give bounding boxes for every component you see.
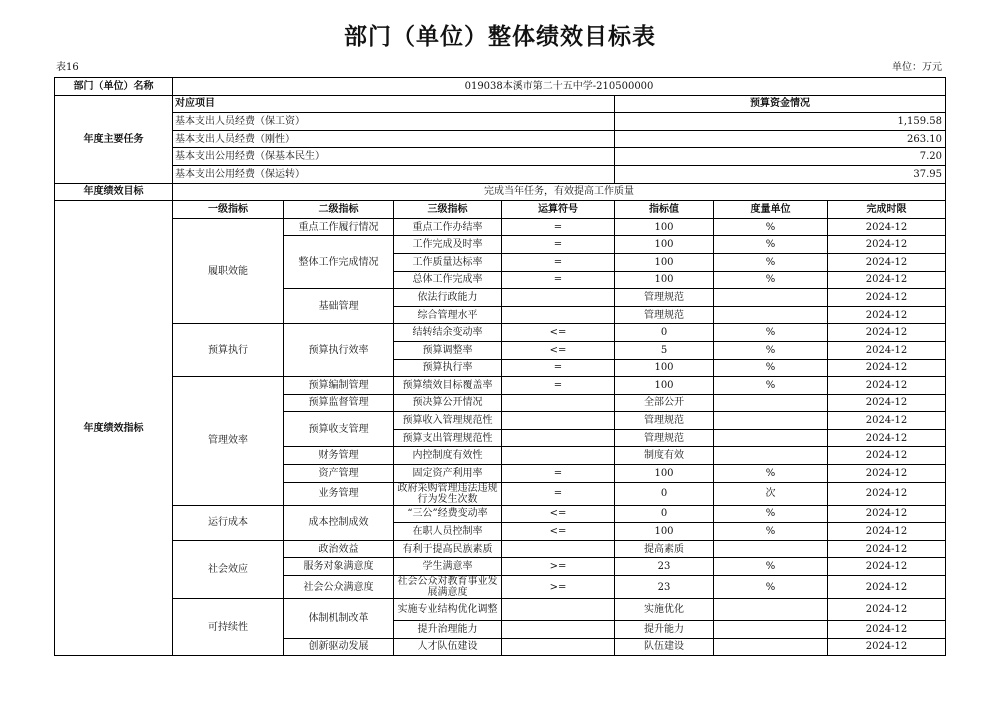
- page-title: 部门（单位）整体绩效目标表: [344, 24, 656, 50]
- task-row: 基本支出人员经费（保工资） 1,159.58: [55, 113, 946, 131]
- table-row: 可持续性 体制机制改革 实施专业结构优化调整 实施优化 2024-12: [55, 599, 946, 621]
- l1-cell: 运行成本: [173, 505, 284, 540]
- l2-cell: 重点工作履行情况: [284, 218, 394, 236]
- l2-cell: 服务对象满意度: [284, 558, 394, 576]
- l2-cell: 预算执行效率: [284, 324, 394, 377]
- table-row: 服务对象满意度 学生满意率 >= 23 % 2024-12: [55, 558, 946, 576]
- table-row: 管理效率 预算编制管理 预算绩效目标覆盖率 = 100 % 2024-12: [55, 377, 946, 395]
- task-row: 基本支出公用经费（保基本民生） 7.20: [55, 148, 946, 166]
- table-row: 资产管理 固定资产利用率 = 100 % 2024-12: [55, 465, 946, 483]
- table-row: 社会公众满意度 社会公众对教育事业发展满意度 >= 23 % 2024-12: [55, 576, 946, 599]
- table-row: 整体工作完成情况 工作完成及时率 = 100 % 2024-12: [55, 236, 946, 254]
- task-header-item: 对应项目: [173, 95, 615, 113]
- table-row: 社会效应 政治效益 有利于提高民族素质 提高素质 2024-12: [55, 540, 946, 558]
- dept-label: 部门（单位）名称: [55, 78, 173, 96]
- task-header-budget: 预算资金情况: [615, 95, 946, 113]
- table-row: 总体工作完成率 = 100 % 2024-12: [55, 271, 946, 289]
- header-unit: 度量单位: [714, 201, 828, 219]
- indicator-label: 年度绩效指标: [55, 201, 173, 656]
- table-row: 预算执行 预算执行效率 结转结余变动率 <= 0 % 2024-12: [55, 324, 946, 342]
- l2-cell: 资产管理: [284, 465, 394, 483]
- table-row: 运行成本 成本控制成效 “三公”经费变动率 <= 0 % 2024-12: [55, 505, 946, 523]
- l2-cell: 体制机制改革: [284, 599, 394, 639]
- table-row: 履职效能 重点工作履行情况 重点工作办结率 = 100 % 2024-12: [55, 218, 946, 236]
- table-row: 财务管理 内控制度有效性 制度有效 2024-12: [55, 447, 946, 465]
- l2-cell: 预算编制管理: [284, 377, 394, 395]
- l2-cell: 成本控制成效: [284, 505, 394, 540]
- l2-cell: 基础管理: [284, 289, 394, 324]
- table-row: 预算监督管理 预决算公开情况 全部公开 2024-12: [55, 394, 946, 412]
- table-row: 预算执行率 = 100 % 2024-12: [55, 359, 946, 377]
- task-row: 基本支出人员经费（刚性） 263.10: [55, 130, 946, 148]
- l1-cell: 预算执行: [173, 324, 284, 377]
- l1-cell: 管理效率: [173, 377, 284, 506]
- l2-cell: 整体工作完成情况: [284, 236, 394, 289]
- header-l2: 二级指标: [284, 201, 394, 219]
- l2-cell: 预算监督管理: [284, 394, 394, 412]
- header-value: 指标值: [615, 201, 714, 219]
- l2-cell: 预算收支管理: [284, 412, 394, 447]
- table-row: 预算调整率 <= 5 % 2024-12: [55, 341, 946, 359]
- table-row: 基础管理 依法行政能力 管理规范 2024-12: [55, 289, 946, 307]
- header-deadline: 完成时限: [828, 201, 946, 219]
- l2-cell: 业务管理: [284, 482, 394, 505]
- goal-label: 年度绩效目标: [55, 183, 173, 201]
- table-row: 业务管理 政府采购管理违法违规行为发生次数 = 0 次 2024-12: [55, 482, 946, 505]
- table-row: 预算支出管理规范性 管理规范 2024-12: [55, 429, 946, 447]
- table-row: 预算收支管理 预算收入管理规范性 管理规范 2024-12: [55, 412, 946, 430]
- l1-cell: 可持续性: [173, 599, 284, 656]
- l2-cell: 政治效益: [284, 540, 394, 558]
- task-row: 基本支出公用经费（保运转） 37.95: [55, 165, 946, 183]
- table-row: 在职人员控制率 <= 100 % 2024-12: [55, 523, 946, 541]
- l1-cell: 社会效应: [173, 540, 284, 598]
- l1-cell: 履职效能: [173, 218, 284, 324]
- performance-table: [54, 77, 946, 656]
- unit-label: 单位：万元: [892, 62, 942, 73]
- l2-cell: 社会公众满意度: [284, 576, 394, 599]
- table-row: 工作质量达标率 = 100 % 2024-12: [55, 253, 946, 271]
- header-l1: 一级指标: [173, 201, 284, 219]
- table-number: 表16: [56, 62, 79, 73]
- header-operator: 运算符号: [502, 201, 615, 219]
- table-row: 创新驱动发展 人才队伍建设 队伍建设 2024-12: [55, 638, 946, 656]
- header-l3: 三级指标: [394, 201, 502, 219]
- table-row: 提升治理能力 提升能力 2024-12: [55, 621, 946, 639]
- l2-cell: 财务管理: [284, 447, 394, 465]
- table-row: 综合管理水平 管理规范 2024-12: [55, 306, 946, 324]
- dept-value: 019038本溪市第二十五中学-210500000: [173, 78, 946, 96]
- task-label: 年度主要任务: [55, 95, 173, 183]
- l2-cell: 创新驱动发展: [284, 638, 394, 656]
- goal-value: 完成当年任务，有效提高工作质量: [173, 183, 946, 201]
